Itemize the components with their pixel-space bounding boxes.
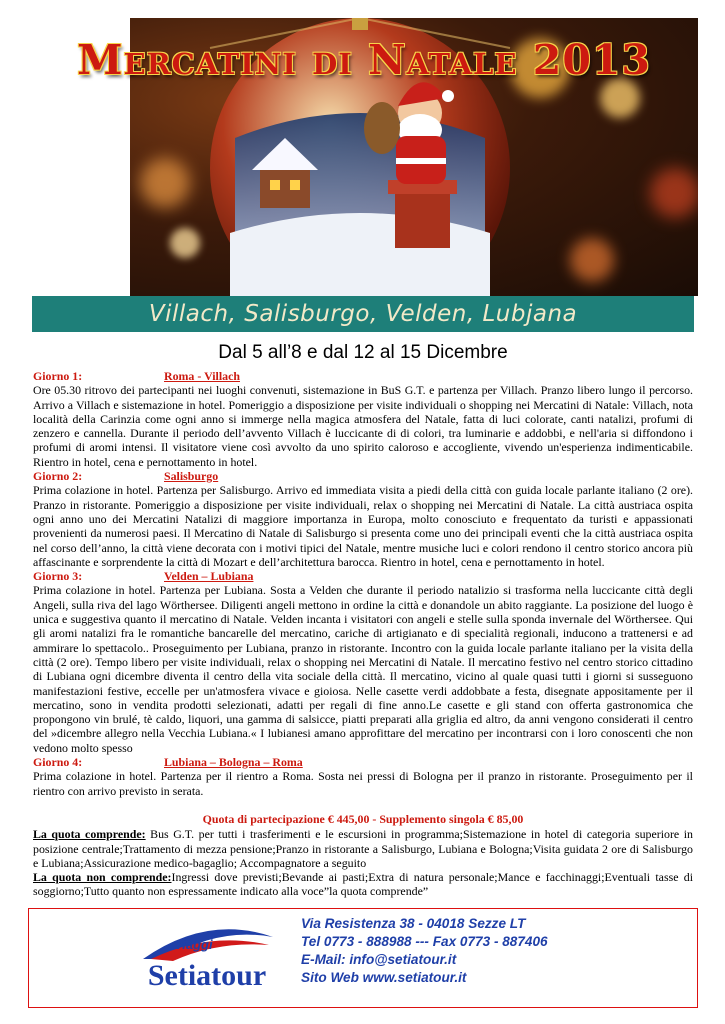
email-link[interactable]: E-Mail: info@setiatour.it: [301, 952, 457, 967]
address: Via Resistenza 38 - 04018 Sezze LT: [301, 916, 526, 931]
itinerary: [33, 369, 693, 899]
excludes-label: La quota non comprende:: [33, 870, 172, 885]
phone-fax: Tel 0773 - 888988 --- Fax 0773 - 887406: [301, 934, 548, 949]
day-number: Giorno 2:: [33, 469, 83, 484]
day-place: Lubiana – Bologna – Roma: [164, 755, 303, 770]
includes-label: La quota comprende:: [33, 827, 146, 842]
destinations-text: Villach, Salisburgo, Velden, Lubjana: [148, 301, 578, 327]
price-line: Quota di partecipazione € 445,00 - Supplemento singola € 85,00: [202, 811, 524, 826]
setiatour-logo: [137, 919, 277, 997]
day-description: Prima colazione in hotel. Partenza per Salisburgo. Arrivo ed immediata visita a piedi della città con guida locale parlante italiano (2 ore). Pranzo in ristorante. Pomeriggio a disposizione per visite individuali, relax o shopping nei Mercatini di Natale. La città austriaca ospita ogni anno uno dei Mercatini Natalizi di maggiore importanza in Europa, molto conosciuto e frequentato da turisti e appassionati provenienti da numerosi paesi. Il Mercatino di Natale di Salisburgo si presenta come uno dei principali eventi che la città austriaca ospita nel corso dell’anno, la città viene decorata con i motivi tipici del Natale, mentre musiche luci e colori rendono il centro storico ancora più affascinante e sorprendente la città di Mozart e dell’architettura barocca. Rientro in hotel, cena e pernottamento in hotel.: [33, 483, 693, 569]
day-description: Ore 05.30 ritrovo dei partecipanti nei luoghi convenuti, sistemazione in BuS G.T. e partenza per Villach. Pranzo libero lungo il percorso. Arrivo a Villach e sistemazione in hotel. Pomeriggio a disposizione per visite individuali o shopping nei Mercatini di Natale: Villach, nota località della Carinzia come ogni anno si immerge nella magica atmosfera del Natale, fatta di luci colorate, canti natalizi, profumi di zenzero e cannella. Durante il periodo dell’avvento Villach è luccicante di di colori, tra luminarie e addobbi, e nell'aria si diffondono i profumi di aromi intensi. Il visitatore viene così avvolto da uno spirito caloroso e accogliente, vivendo un'esperienza indimenticabile. Rientro in hotel, cena e pernottamento in hotel.: [33, 383, 693, 469]
logo-tagline: viaggi: [175, 937, 213, 952]
page-title: Mercatini di Natale 2013: [77, 36, 651, 84]
day-place: Salisburgo: [164, 469, 219, 484]
day-heading: [33, 369, 693, 383]
day-heading: [33, 469, 693, 483]
contact-info: [301, 915, 548, 987]
logo-name: Setiatour: [147, 959, 267, 992]
day-heading: [33, 755, 693, 769]
day-place: Roma - Villach: [164, 369, 240, 383]
day-place: Velden – Lubiana: [164, 569, 254, 584]
footer-box: [28, 908, 698, 1008]
travel-dates: Dal 5 all’8 e dal 12 al 15 Dicembre: [218, 342, 508, 363]
includes-section: [33, 827, 693, 870]
day-description: Prima colazione in hotel. Partenza per il rientro a Roma. Sosta nei pressi di Bologna per il pranzo in ristorante. Proseguimento per il rientro con arrivo previsto in serata.: [33, 769, 693, 798]
excludes-text: Ingressi dove previsti;Bevande ai pasti;Extra di natura personale;Mance e facchinaggi;Eventuali tasse di soggiorno;Tutto quanto non espressamente indicato alla voce”la quota comprende”: [33, 870, 693, 899]
day-number: Giorno 1:: [33, 369, 83, 383]
excludes-section: [33, 870, 693, 899]
website-link[interactable]: Sito Web www.setiatour.it: [301, 970, 467, 985]
day-number: Giorno 4:: [33, 755, 83, 770]
destinations-banner: [32, 296, 694, 332]
day-heading: [33, 569, 693, 583]
day-description: Prima colazione in hotel. Partenza per Lubiana. Sosta a Velden che durante il periodo natalizio si trasforma nella luccicante città degli Angeli, sulla riva del lago Wörthersee. Diligenti angeli mettono in ordine la città e donandole un abito raggiante. La posizione del luogo è unica e suggestiva quanto il mercatino di Natale. Velden incanta i visitatori con angeli e stelle sulla sponda invernale del Wörthersee. Qui gli aromi natalizi fra le romantiche bancarelle del mercatino, cariche di artigianato e di specialità regionali, inducono a trattenersi e ad ammirare lo spettacolo.. Proseguimento per Lubiana, pranzo in ristorante. Incontro con la guida locale parlante italiano per la visita della città (2 ore). Tempo libero per visite individuali, relax o shopping nei Mercatini di Natale. Il mercatino festivo nel centro storico cittadino di Lubiana ogni dicembre diventa il centro della vita sociale della città. Il mercatino, vicino al quale quasi tutti i giorni si susseguono manifestazioni festive, eccelle per un'atmosfera vivace e gioiosa. Nelle casette verdi addobbate a festa, disegnate appositamente per il mercatino, sono in vendita prodotti selezionati, adatti per regali di fine anno.Le casette e gli stand con offerta gastronomica che propongono vin brulé, tè caldo, liquori, una gamma di salsicce, piatti preparati alla griglia ed altro, da anni vengono considerati il centro del »dicembre allegro nella Vecchia Lubiana.« I lubianesi amano approfittare del mercatino per incontrarsi con i loro conoscenti che non vedono molto spesso: [33, 583, 693, 755]
day-number: Giorno 3:: [33, 569, 83, 584]
includes-text: Bus G.T. per tutti i trasferimenti e le escursioni in programma;Sistemazione in hotel di categoria superiore in posizione centrale;Trattamento di mezza pensione;Pranzo in ristorante a Salisburgo, Lubiana e Bologna;Visita guidata 2 ore di Salisburgo e Lubiana;Assicurazione medico-bagaglio; Accompagnatore a seguito: [33, 827, 693, 870]
